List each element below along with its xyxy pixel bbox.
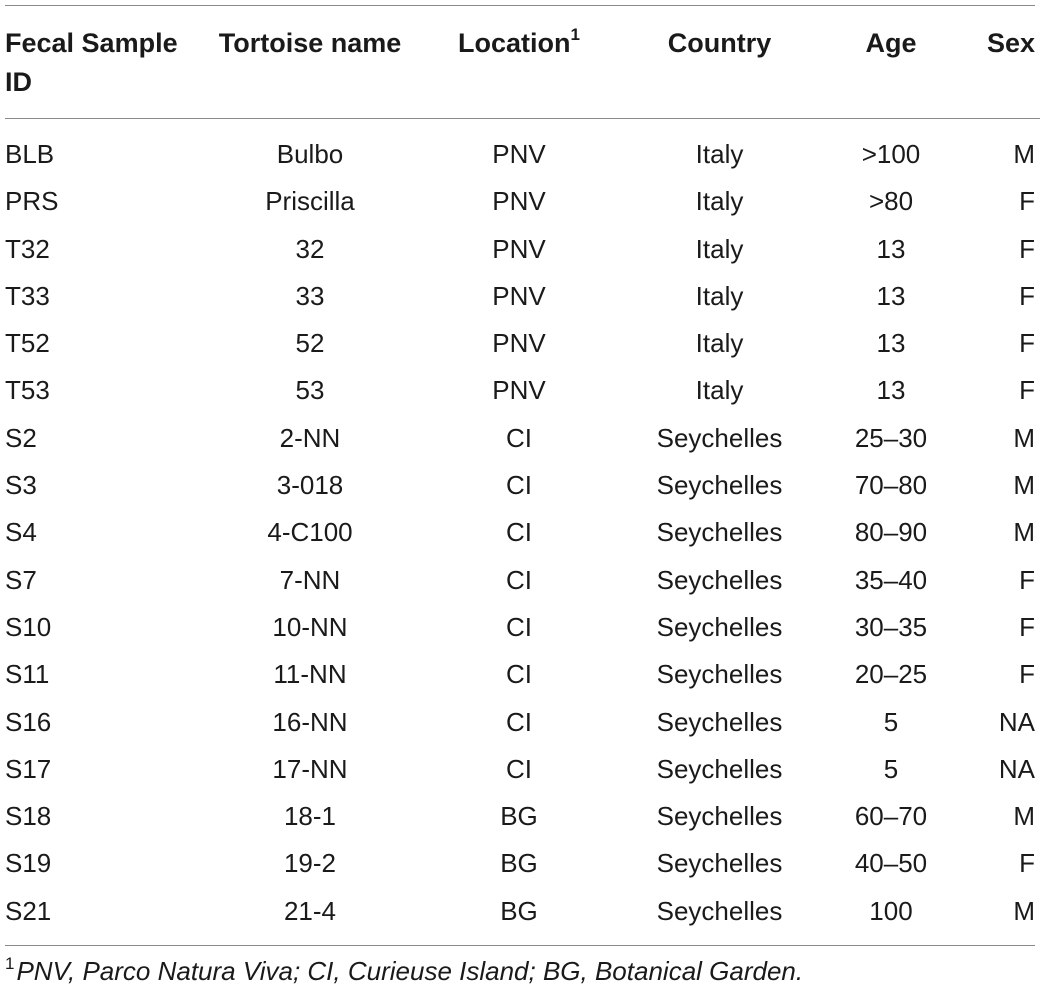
cell-sex: F [1019, 659, 1035, 690]
cell-sample-id: S4 [5, 517, 37, 548]
cell-location: BG [500, 848, 538, 879]
cell-country: Seychelles [656, 706, 783, 737]
cell-age: 25–30 [854, 422, 928, 453]
cell-tortoise-name: 32 [295, 233, 325, 264]
cell-location: PNV [492, 233, 546, 264]
cell-sample-id: T53 [5, 375, 50, 406]
cell-age: >100 [861, 139, 921, 169]
table-row [5, 604, 1040, 651]
cell-location: CI [506, 470, 532, 501]
cell-country: Seychelles [656, 895, 783, 926]
cell-country: Italy [695, 186, 744, 217]
table-row [5, 226, 1040, 273]
table-body [5, 119, 1040, 945]
cell-tortoise-name: 3-018 [276, 470, 344, 501]
cell-sample-id: T33 [5, 280, 50, 311]
cell-tortoise-name: Bulbo [276, 139, 344, 169]
cell-sample-id: S21 [5, 895, 52, 926]
table-row [5, 746, 1040, 793]
cell-age: >80 [868, 186, 914, 217]
cell-age: 35–40 [854, 564, 928, 595]
table-row [5, 651, 1040, 698]
cell-tortoise-name: 52 [295, 328, 325, 359]
cell-tortoise-name: 4-C100 [267, 517, 353, 548]
cell-location: CI [506, 611, 532, 642]
cell-country: Seychelles [656, 422, 783, 453]
cell-tortoise-name: 16-NN [272, 706, 348, 737]
cell-sex: F [1019, 233, 1035, 264]
cell-sample-id: S10 [5, 611, 52, 642]
cell-sex: NA [998, 753, 1035, 784]
cell-country: Seychelles [656, 470, 783, 501]
cell-sex: F [1019, 848, 1035, 879]
table-footnote [5, 956, 1035, 987]
header-tortoise-name: Tortoise name [218, 28, 402, 58]
cell-country: Seychelles [656, 517, 783, 548]
cell-tortoise-name: 11-NN [273, 659, 347, 690]
cell-sex: M [1013, 517, 1035, 548]
cell-tortoise-name: 17-NN [272, 753, 348, 784]
data-table-container [5, 5, 1035, 987]
cell-location: CI [506, 706, 532, 737]
header-row [5, 6, 1040, 119]
cell-tortoise-name: 53 [295, 375, 325, 406]
cell-location: BG [500, 895, 538, 926]
tortoise-sample-table [5, 6, 1040, 945]
table-row [5, 793, 1040, 840]
cell-tortoise-name: 33 [295, 280, 325, 311]
header-location-label: Location [458, 28, 571, 58]
cell-sample-id: S3 [5, 470, 37, 501]
cell-tortoise-name: 21-4 [283, 895, 337, 926]
table-row [5, 462, 1040, 509]
cell-sex: F [1019, 328, 1035, 359]
footnote-text: PNV, Parco Natura Viva; CI, Curieuse Island; BG, Botanical Garden. [16, 956, 804, 987]
table-row [5, 699, 1040, 746]
cell-age: 100 [869, 895, 913, 926]
cell-sex: M [1013, 470, 1035, 501]
cell-location: PNV [492, 375, 546, 406]
cell-country: Italy [695, 328, 744, 359]
cell-sex: NA [998, 706, 1035, 737]
cell-country: Seychelles [656, 564, 783, 595]
cell-country: Italy [695, 375, 744, 406]
header-sex: Sex [986, 28, 1035, 58]
header-location [410, 6, 628, 119]
cell-location: CI [506, 564, 532, 595]
cell-country: Italy [695, 280, 744, 311]
cell-sample-id: S16 [5, 706, 52, 737]
cell-sample-id: T32 [5, 233, 50, 264]
table-row [5, 557, 1040, 604]
cell-tortoise-name: 2-NN [279, 422, 341, 453]
header-location-footnote-marker: 1 [570, 25, 580, 44]
table-row [5, 888, 1040, 945]
header-sample-id: Fecal Sample ID [5, 28, 178, 97]
table-row [5, 840, 1040, 887]
cell-country: Seychelles [656, 848, 783, 879]
cell-age: 60–70 [854, 801, 928, 832]
table-row [5, 320, 1040, 367]
cell-sex: M [1013, 801, 1035, 832]
cell-country: Italy [695, 233, 744, 264]
cell-age: 13 [876, 375, 906, 406]
cell-country: Italy [695, 139, 744, 169]
cell-age: 13 [876, 233, 906, 264]
cell-sample-id: S19 [5, 848, 52, 879]
cell-sample-id: T52 [5, 328, 50, 359]
cell-location: PNV [492, 186, 546, 217]
cell-location: PNV [492, 280, 546, 311]
cell-country: Seychelles [656, 753, 783, 784]
cell-sex: M [1013, 139, 1035, 169]
cell-location: CI [506, 422, 532, 453]
cell-age: 5 [883, 753, 899, 784]
cell-sample-id: S17 [5, 753, 52, 784]
cell-sample-id: S18 [5, 801, 52, 832]
cell-sex: F [1019, 564, 1035, 595]
cell-location: CI [506, 517, 532, 548]
cell-sample-id: S11 [5, 659, 50, 690]
cell-sample-id: S7 [5, 564, 37, 595]
cell-country: Seychelles [656, 659, 783, 690]
cell-age: 5 [883, 706, 899, 737]
cell-country: Seychelles [656, 801, 783, 832]
cell-age: 30–35 [854, 611, 928, 642]
table-row [5, 273, 1040, 320]
cell-sex: F [1019, 611, 1035, 642]
cell-tortoise-name: Priscilla [265, 186, 355, 217]
cell-sample-id: S2 [5, 422, 37, 453]
cell-sex: M [1013, 422, 1035, 453]
cell-sex: F [1019, 280, 1035, 311]
cell-location: CI [506, 753, 532, 784]
table-row [5, 367, 1040, 414]
cell-age: 70–80 [854, 470, 928, 501]
cell-age: 13 [876, 328, 906, 359]
table-row [5, 178, 1040, 225]
cell-age: 40–50 [854, 848, 928, 879]
table-row [5, 415, 1040, 462]
table-row [5, 509, 1040, 556]
cell-sex: M [1013, 895, 1035, 926]
footnote-marker: 1 [5, 954, 15, 974]
cell-sample-id: BLB [5, 139, 55, 169]
cell-age: 13 [876, 280, 906, 311]
header-age: Age [865, 28, 917, 58]
cell-age: 80–90 [854, 517, 928, 548]
cell-age: 20–25 [854, 659, 928, 690]
cell-location: CI [506, 659, 532, 690]
cell-sex: F [1019, 375, 1035, 406]
cell-country: Seychelles [656, 611, 783, 642]
cell-location: PNV [492, 139, 546, 169]
table-row [5, 119, 1040, 178]
cell-sex: F [1019, 186, 1035, 217]
cell-tortoise-name: 18-1 [283, 801, 337, 832]
cell-tortoise-name: 7-NN [279, 564, 341, 595]
cell-tortoise-name: 10-NN [272, 611, 348, 642]
header-country: Country [667, 28, 772, 58]
cell-location: BG [500, 801, 538, 832]
cell-sample-id: PRS [5, 186, 59, 217]
cell-tortoise-name: 19-2 [283, 848, 337, 879]
cell-location: PNV [492, 328, 546, 359]
bottom-rule [5, 945, 1035, 946]
